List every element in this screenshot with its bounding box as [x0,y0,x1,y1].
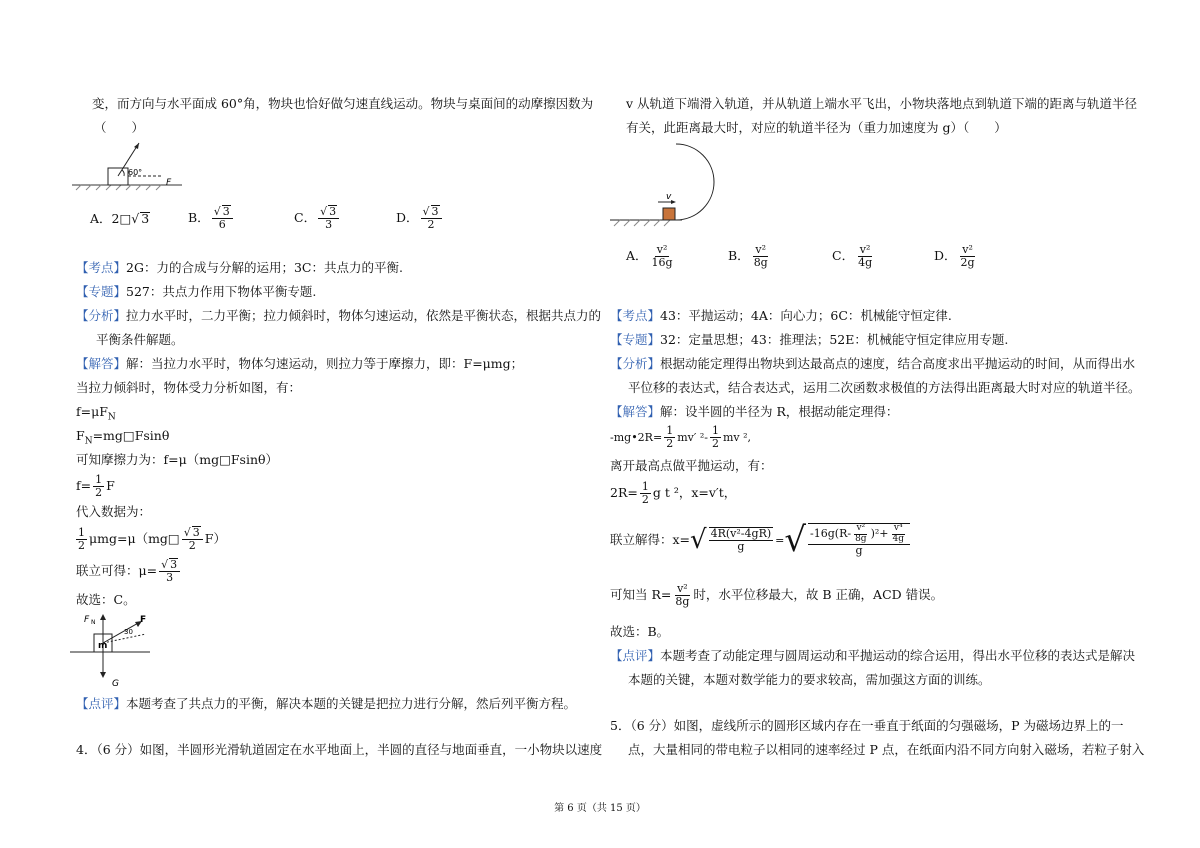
fig2-mass-label: m [98,641,108,651]
fig2-fn-label: F [84,615,90,625]
equation-energy: -mg•2R= $\frac{1}{2}$ mv′ ²- $\frac{1}{2}$ mv ², [610,423,752,450]
option-d-right[interactable]: D． $\frac{\text{v²}}{2g}$ [934,242,975,269]
q3-answer-paren: （ ） [94,120,145,135]
figure-semicircle-track [608,140,728,230]
fenxi-left: 【分析】拉力水平时，二力平衡；拉力倾斜时，物体匀速运动，依然是平衡状态，根据共点力的 [76,308,602,323]
jieda-right: 【解答】解：设半圆的半径为 R，根据动能定理得： [610,404,899,419]
page-footer: 第 6 页（共 15 页） [554,803,646,814]
solution-line1: 当拉力倾斜时，物体受力分析如图，有： [76,380,302,395]
fig2-angle-label: 30 [124,628,133,636]
option-c-right[interactable]: C． $\frac{\text{v²}}{4g}$ [832,242,873,269]
q3-intro-line1: 变，而方向与水平面成 60°角，物块也恰好做匀速直线运动。物块与桌面间的动摩擦因数为 [92,96,594,111]
kaodian-left: 【考点】2G：力的合成与分解的运用；3C：共点力的平衡. [76,260,403,275]
equation-projectile: 2R= $\frac{1}{2}$ g t ²，x=v′t， [610,479,737,506]
option-b[interactable]: B． $\frac{√ 3}{6}$ [188,204,235,232]
fig3-velocity-label: v [666,192,672,202]
jieda-left: 【解答】解：当拉力水平时，物体匀速运动，则拉力等于摩擦力，即：F=μmg； [76,356,524,371]
fig2-force-label: F [140,615,147,625]
option-b-right[interactable]: B． $\frac{\text{v²}}{8g}$ [728,242,768,269]
solution-line2: $f=\mu F_N$ [76,404,116,423]
equation-x-result: 联立解得：x= √ $\frac{\text{4R(v²-4gR)}}{g}$ = √ -16g(R- $\frac{\text{v²}}{8g}$ )²+ $\frac{\text{v⁴}}{4g}$ g [610,514,912,566]
option-a[interactable]: A． 2□ √ 3 [90,210,150,227]
option-c[interactable]: C． $\frac{√ 3}{3}$ [294,204,341,232]
fig1-force-label: F [166,178,172,188]
kaodian-right: 【考点】43：平抛运动；4A：向心力；6C：机械能守恒定律. [610,308,952,323]
dianping-left: 【点评】本题考查了共点力的平衡，解决本题的关键是把拉力进行分解，然后列平衡方程。 [76,696,577,711]
question-4-stem: 4．（6 分）如图，半圆形光滑轨道固定在水平地面上，半圆的直径与地面垂直，一小物块以速度 [76,742,603,757]
figure-force-diagram [70,610,160,688]
option-a-right[interactable]: A． $\frac{\text{v²}}{16g}$ [626,242,673,269]
figure-block-angled-force [72,140,182,198]
question-5-line2: 点，大量相同的带电粒子以相同的速率经过 P 点，在纸面内沿不同方向射入磁场，若粒子射入 [628,742,1145,757]
solution-line7: $\frac{1}{2}$ μmg=μ（mg□ $\frac{√ 3}{2}$ F） [78,525,226,552]
svg-text:N: N [91,619,96,626]
solution-line3: $F_N=mg□Fsin\theta$ [76,428,170,447]
dianping-right: 【点评】本题考查了动能定理与圆周运动和平抛运动的综合运用，得出水平位移的表达式是解决 [610,648,1136,663]
dianping-right-cont: 本题的关键，本题对数学能力的要求较高，需加强这方面的训练。 [628,672,991,687]
q4-stem-line1: v 从轨道下端滑入轨道，并从轨道上端水平飞出，小物块落地点到轨道下端的距离与轨道半径 [626,96,1138,111]
solution-line8: 联立可得：μ= $\frac{√ 3}{3}$ [76,556,182,586]
option-d[interactable]: D． $\frac{√ 3}{2}$ [396,204,444,232]
q4-stem-line2: 有关，此距离最大时，对应的轨道半径为（重力加速度为 g）（ ） [626,120,1007,135]
fenxi-left-cont: 平衡条件解题。 [96,332,184,347]
solution-conclusion: 可知当 R= $\frac{\text{v²}}{8g}$ 时，水平位移最大，故 B 正确，ACD 错误。 [610,581,944,608]
solution-line4: 可知摩擦力为：f=μ（mg□Fsinθ） [76,452,279,467]
fenxi-right-cont: 平位移的表达式，结合表达式，运用二次函数求极值的方法得出距离最大时对应的轨道半径。 [628,380,1141,395]
solution-answer-left: 故选：C。 [76,592,136,607]
solution-answer-right: 故选：B。 [610,624,670,639]
fig1-angle-label: 60° [128,168,143,177]
solution-line5: f= $\frac{1}{2}$ F [76,472,115,499]
fig2-gravity-label: G [112,679,119,688]
solution-right-line2: 离开最高点做平抛运动，有： [610,458,773,473]
zhuanti-right: 【专题】32：定量思想；43：推理法；52E：机械能守恒定律应用专题. [610,332,1009,347]
fenxi-right: 【分析】根据动能定理得出物块到达最高点的速度，结合高度求出平抛运动的时间，从而得出水 [610,356,1136,371]
zhuanti-left: 【专题】527：共点力作用下物体平衡专题. [76,284,317,299]
question-5-line1: 5．（6 分）如图，虚线所示的圆形区域内存在一垂直于纸面的匀强磁场，P 为磁场边界上的一 [610,718,1124,733]
solution-line6: 代入数据为： [76,504,152,519]
